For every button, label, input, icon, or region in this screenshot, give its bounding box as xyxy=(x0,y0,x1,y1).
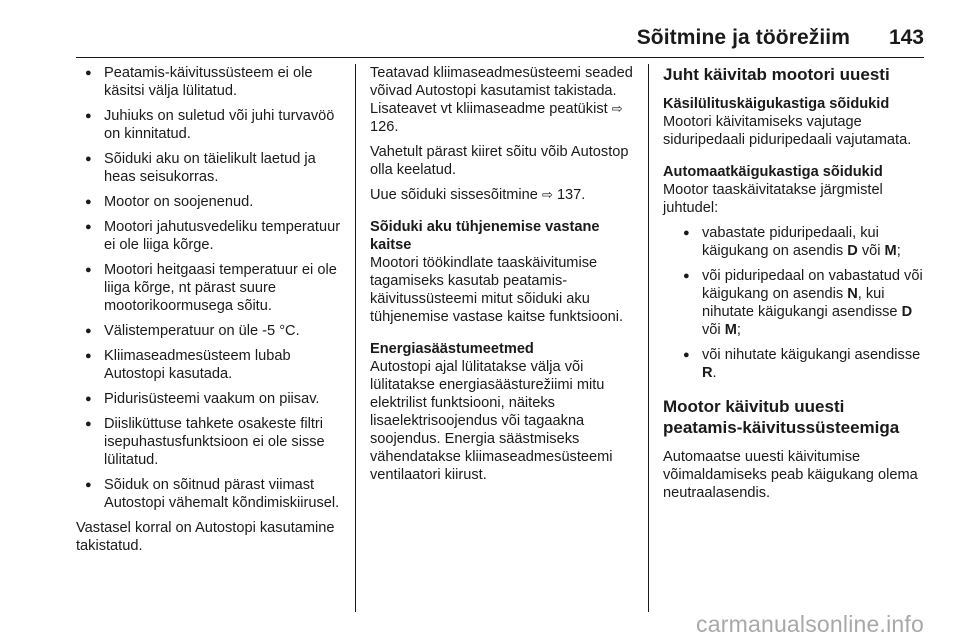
page-ref-link[interactable]: 126. xyxy=(370,119,399,135)
column-divider xyxy=(648,64,649,612)
column-middle xyxy=(370,64,634,491)
list-item: ● Sõiduki aku on täielikult laetud ja heas seisukorras. xyxy=(76,150,348,186)
column-divider xyxy=(355,64,356,612)
page-header xyxy=(0,0,960,58)
paragraph: Vahetult pärast kiiret sõitu võib Autostop olla keelatud. xyxy=(370,144,629,178)
page-ref-arrow-icon: ⇨ xyxy=(541,187,553,202)
paragraph: Mootori töökindlate taaskäivitumise tagamiseks kasutab peatamis-käivitussüsteemi mitut sõiduki aku tühjenemise vastase kaitse funktsiooni. xyxy=(370,255,624,325)
paragraph xyxy=(370,186,634,204)
list-item: ● Mootori heitgaasi temperatuur ei ole liiga kõrge, nt pärast suure mootorikoormusega sõitu. xyxy=(76,261,348,315)
list-item: ● Välistemperatuur on üle -5 °C. xyxy=(76,322,348,340)
closing-paragraph: Vastasel korral on Autostopi kasutamine takistatud. xyxy=(76,520,335,554)
section-heading: Mootor käivitub uuesti peatamis-käivitussüsteemiga xyxy=(663,397,900,437)
conditions-list xyxy=(76,64,348,512)
page-ref-link[interactable]: 137. xyxy=(556,187,586,203)
page-number: 143 xyxy=(888,26,924,49)
paragraph: Mootori käivitamiseks vajutage siduripedaali piduripedaali vajutamata. xyxy=(663,114,912,148)
paragraph: Automaatse uuesti käivitumise võimaldamiseks peab käigukang olema neutraalasendis. xyxy=(663,449,918,501)
header-rule xyxy=(76,57,924,58)
list-item: ● Mootor on soojenenud. xyxy=(76,193,348,211)
subheading: Energiasäästumeetmed xyxy=(370,341,534,357)
column-left xyxy=(76,64,348,562)
subheading: Käsilülituskäigukastiga sõidukid xyxy=(663,96,890,112)
chapter-title: Sõitmine ja töörežiim xyxy=(636,26,850,49)
list-item: ● Juhiuks on suletud või juhi turvavöö on kinnitatud. xyxy=(76,107,348,143)
list-item: ● Pidurisüsteemi vaakum on piisav. xyxy=(76,390,348,408)
list-item: ● Peatamis-käivitussüsteem ei ole käsitsi välja lülitatud. xyxy=(76,64,348,100)
paragraph: Autostopi ajal lülitatakse välja või lülitatakse energiasäästurežiimi mitu elektrilist funktsiooni, näiteks lisaelektrisoojendus või tagaakna soojendus. Energia säästmiseks vähendatakse kliimaseadmesüsteemi ventilaatori kiirust. xyxy=(370,359,613,483)
section-heading: Juht käivitab mootori uuesti xyxy=(663,65,890,84)
subheading: Automaatkäigukastiga sõidukid xyxy=(663,164,883,180)
list-item: ● või nihutate käigukangi asendisse R. xyxy=(674,346,927,382)
list-item: ● või piduripedaal on vabastatud või käigukang on asendis N, kui nihutate käigukangi asendisse D või M; xyxy=(674,267,927,339)
paragraph-text: Teatavad kliimaseadmesüsteemi seaded võivad Autostopi kasutamist takistada. Lisateavet vt kliimaseadme peatükist xyxy=(370,65,633,117)
page-ref-arrow-icon: ⇨ xyxy=(611,101,623,116)
column-right xyxy=(663,64,927,509)
list-item: ● Sõiduk on sõitnud pärast viimast Autostopi vähemalt kõndimiskiirusel. xyxy=(76,476,348,512)
list-item: ● Kliimaseadmesüsteem lubab Autostopi kasutada. xyxy=(76,347,348,383)
paragraph-text: Uue sõiduki sissesõitmine xyxy=(370,187,538,203)
paragraph: Mootor taaskäivitatakse järgmistel juhtudel: xyxy=(663,182,883,216)
list-item: ● Mootori jahutusvedeliku temperatuur ei ole liiga kõrge. xyxy=(76,218,348,254)
list-item: ● vabastate piduripedaali, kui käigukang on asendis D või M; xyxy=(674,224,927,260)
paragraph xyxy=(370,64,634,136)
watermark: carmanualsonline.info xyxy=(696,611,924,637)
restart-list xyxy=(663,224,927,382)
list-item: ● Diisliküttuse tahkete osakeste filtri isepuhastusfunktsioon ei ole sisse lülitatud. xyxy=(76,415,348,469)
subheading: Sõiduki aku tühjenemise vastane kaitse xyxy=(370,219,600,253)
